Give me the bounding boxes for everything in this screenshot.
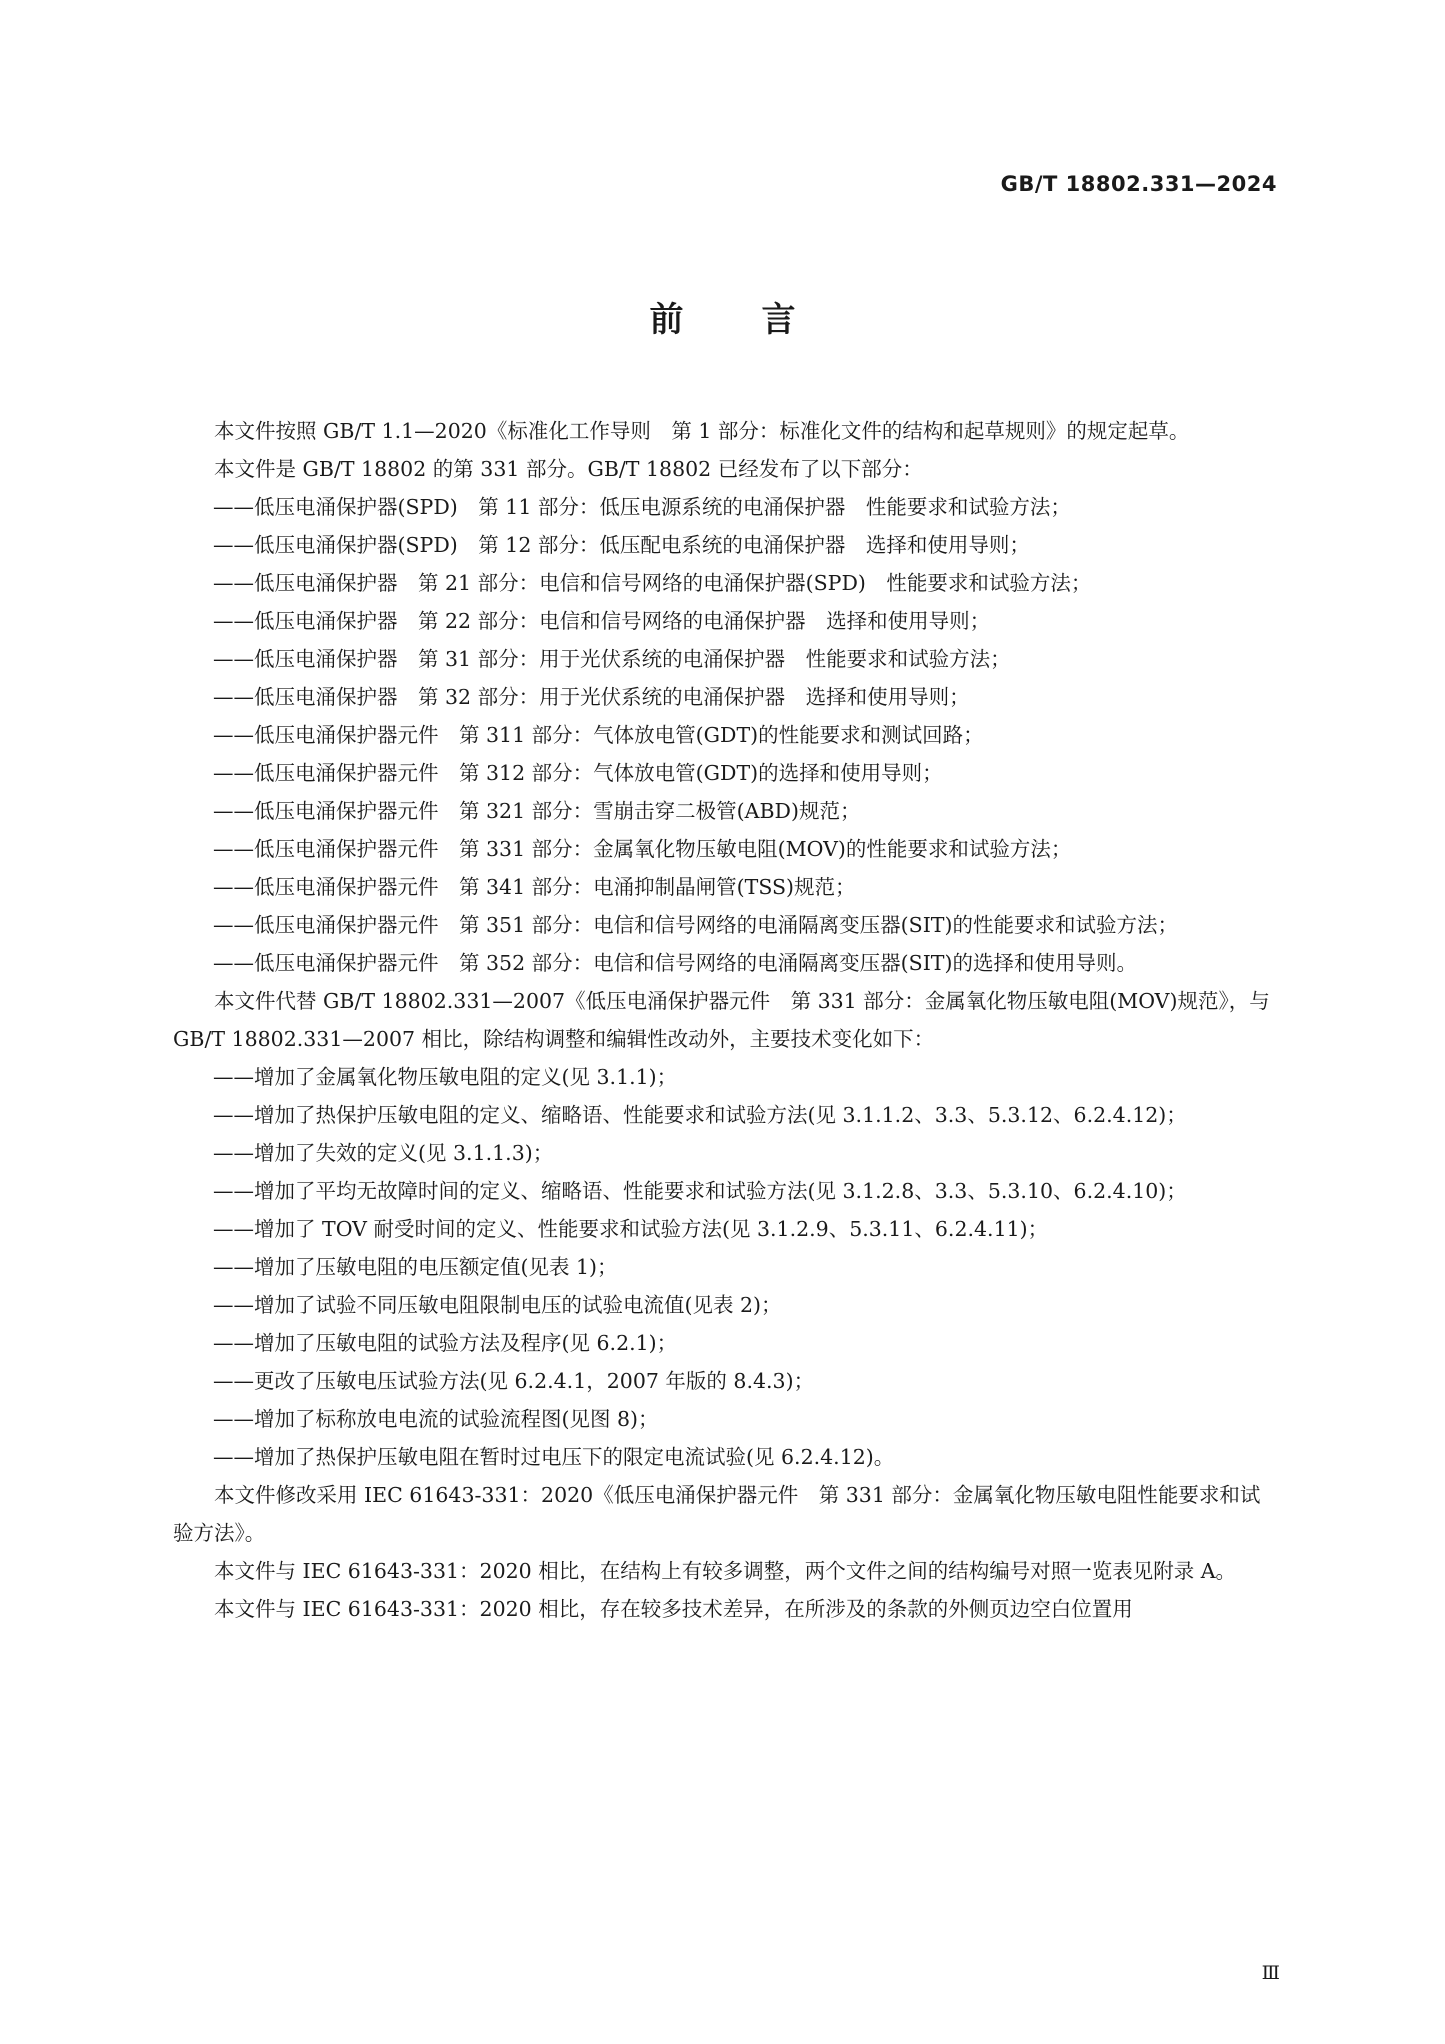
list-item: ——增加了平均无故障时间的定义、缩略语、性能要求和试验方法(见 3.1.2.8、3.3、5.3.10、6.2.4.10)； [213, 1179, 1187, 1203]
list-item: ——增加了热保护压敏电阻在暂时过电压下的限定电流试验(见 6.2.4.12)。 [213, 1445, 895, 1469]
list-item: ——增加了压敏电阻的试验方法及程序(见 6.2.1)； [213, 1331, 678, 1355]
title-char-left: 前 [649, 300, 684, 340]
list-item: ——更改了压敏电压试验方法(见 6.2.4.1，2007 年版的 8.4.3)； [213, 1369, 815, 1393]
paragraph: 本文件修改采用 IEC 61643-331：2020《低压电涌保护器元件 第 331 部分：金属氧化物压敏电阻性能要求和试验方法》。 [173, 1483, 1261, 1545]
paragraph: 本文件代替 GB/T 18802.331—2007《低压电涌保护器元件 第 331 部分：金属氧化物压敏电阻(MOV)规范》，与 GB/T 18802.331—2007 相比，除结构调整和编辑性改动外，主要技术变化如下： [173, 989, 1270, 1051]
page-number: Ⅲ [1261, 1962, 1280, 1984]
list-item: ——低压电涌保护器元件 第 311 部分：气体放电管(GDT)的性能要求和测试回路； [213, 723, 984, 747]
paragraph: 本文件与 IEC 61643-331：2020 相比，存在较多技术差异，在所涉及的条款的外侧页边空白位置用 [214, 1597, 1133, 1621]
list-item: ——增加了标称放电电流的试验流程图(见图 8)； [213, 1407, 659, 1431]
list-item: ——低压电涌保护器(SPD) 第 12 部分：低压配电系统的电涌保护器 选择和使用导则； [213, 533, 1030, 557]
page-title [0, 292, 1445, 341]
list-item: ——低压电涌保护器元件 第 352 部分：电信和信号网络的电涌隔离变压器(SIT)的选择和使用导则。 [213, 951, 1137, 975]
document-body [173, 412, 1278, 1628]
list-item: ——增加了试验不同压敏电阻限制电压的试验电流值(见表 2)； [213, 1293, 782, 1317]
list-item: ——低压电涌保护器元件 第 351 部分：电信和信号网络的电涌隔离变压器(SIT)的性能要求和试验方法； [213, 913, 1178, 937]
list-item: ——低压电涌保护器元件 第 331 部分：金属氧化物压敏电阻(MOV)的性能要求和试验方法； [213, 837, 1072, 861]
list-item: ——增加了 TOV 耐受时间的定义、性能要求和试验方法(见 3.1.2.9、5.3.11、6.2.4.11)； [213, 1217, 1049, 1241]
list-item: ——增加了压敏电阻的电压额定值(见表 1)； [213, 1255, 618, 1279]
paragraph: 本文件按照 GB/T 1.1—2020《标准化工作导则 第 1 部分：标准化文件的结构和起草规则》的规定起草。 [214, 419, 1190, 443]
list-item: ——低压电涌保护器 第 31 部分：用于光伏系统的电涌保护器 性能要求和试验方法； [213, 647, 1011, 671]
document-code: GB/T 18802.331—2024 [1000, 172, 1277, 196]
list-item: ——低压电涌保护器元件 第 341 部分：电涌抑制晶闸管(TSS)规范； [213, 875, 856, 899]
list-item: ——低压电涌保护器元件 第 321 部分：雪崩击穿二极管(ABD)规范； [213, 799, 861, 823]
list-item: ——增加了金属氧化物压敏电阻的定义(见 3.1.1)； [213, 1065, 678, 1089]
list-item: ——低压电涌保护器 第 32 部分：用于光伏系统的电涌保护器 选择和使用导则； [213, 685, 970, 709]
title-char-right: 言 [761, 300, 796, 340]
list-item: ——低压电涌保护器元件 第 312 部分：气体放电管(GDT)的选择和使用导则； [213, 761, 943, 785]
list-item: ——增加了失效的定义(见 3.1.1.3)； [213, 1141, 554, 1165]
paragraph: 本文件是 GB/T 18802 的第 331 部分。GB/T 18802 已经发布了以下部分： [214, 457, 923, 481]
paragraph: 本文件与 IEC 61643-331：2020 相比，在结构上有较多调整，两个文件之间的结构编号对照一览表见附录 A。 [214, 1559, 1237, 1583]
list-item: ——增加了热保护压敏电阻的定义、缩略语、性能要求和试验方法(见 3.1.1.2、3.3、5.3.12、6.2.4.12)； [213, 1103, 1187, 1127]
list-item: ——低压电涌保护器 第 21 部分：电信和信号网络的电涌保护器(SPD) 性能要求和试验方法； [213, 571, 1092, 595]
list-item: ——低压电涌保护器(SPD) 第 11 部分：低压电源系统的电涌保护器 性能要求和试验方法； [213, 495, 1071, 519]
list-item: ——低压电涌保护器 第 22 部分：电信和信号网络的电涌保护器 选择和使用导则； [213, 609, 991, 633]
